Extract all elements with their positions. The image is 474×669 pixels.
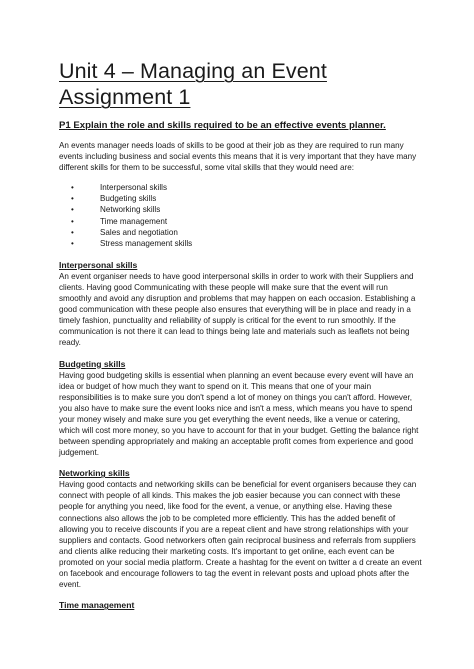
list-item: • Stress management skills	[71, 238, 422, 249]
section-interpersonal	[59, 260, 422, 349]
document-title	[59, 58, 422, 110]
list-item: • Interpersonal skills	[71, 182, 422, 193]
section-heading: Interpersonal skills	[59, 259, 138, 270]
section-networking	[59, 468, 422, 590]
section-heading: Budgeting skills	[59, 358, 126, 369]
skills-list	[59, 182, 422, 249]
list-item: • Sales and negotiation	[71, 227, 422, 238]
task-heading: P1 Explain the role and skills required to be an effective events planner.	[59, 120, 386, 131]
section-budgeting	[59, 359, 422, 459]
section-body: Having good budgeting skills is essential when planning an event because every event will have an idea or budget of how much they want to spend on it. This means that one of your main responsibilities is to make sure you don't spend a lot of money on things you can't afford. However, you also have to make sure the event looks nice and isn't a mess, which means you have to spend your money wisely and make sure you get everything the event needs, like a venue or catering, which will cost more money, so you have to account for that in your budget. Getting the balance right between spending appropriately and making an acceptable profit comes from experience and good judgement.	[59, 370, 419, 458]
section-body: An event organiser needs to have good interpersonal skills in order to work with their Suppliers and clients. Having good Communicating with these people will make sure that the event will run smoothly and avoid any disruption and problems that may happen on each occasion. Establishing a good communication with these people also ensures that everything will be in place and ready in a timely fashion, punctuality and reliability of supply is critical for the event to run smoothly. If the communication is not there it can lead to things being late and materials such as leaflets not being ready.	[59, 271, 416, 348]
section-time-management	[59, 600, 422, 611]
list-item: • Budgeting skills	[71, 193, 422, 204]
section-heading: Networking skills	[59, 468, 130, 479]
title-line-2: Assignment 1	[59, 85, 191, 109]
section-body: Having good contacts and networking skills can be beneficial for event organisers because they can connect with people of all kinds. This makes the job easier because you can connect with these people for anything you need, like food for the event, a venue, or anything else. Having these connections also allows the job to be completed more efficiently. This has the added benefit of allowing you to receive discounts if you are a repeat client and have strong relationships with your suppliers and contacts. Good networkers often gain reciprocal business and referrals from suppliers and clients alike reducing their marketing costs. It's important to get online, each event can be promoted on your social media platform. Create a hashtag for the event on twitter a d create an event on facebook and encourage followers to tag the event in relevant posts and upload phots after the event.	[59, 480, 422, 590]
title-line-1: Unit 4 – Managing an Event	[59, 59, 327, 83]
intro-paragraph: An events manager needs loads of skills to be good at their job as they are required to run many events including business and social events this means that it is very important that they have many different skills for them to be successful, some vital skills that they would need are:	[59, 141, 417, 173]
list-item: • Time management	[71, 216, 422, 227]
list-item: • Networking skills	[71, 204, 422, 215]
section-heading: Time management	[59, 600, 135, 611]
